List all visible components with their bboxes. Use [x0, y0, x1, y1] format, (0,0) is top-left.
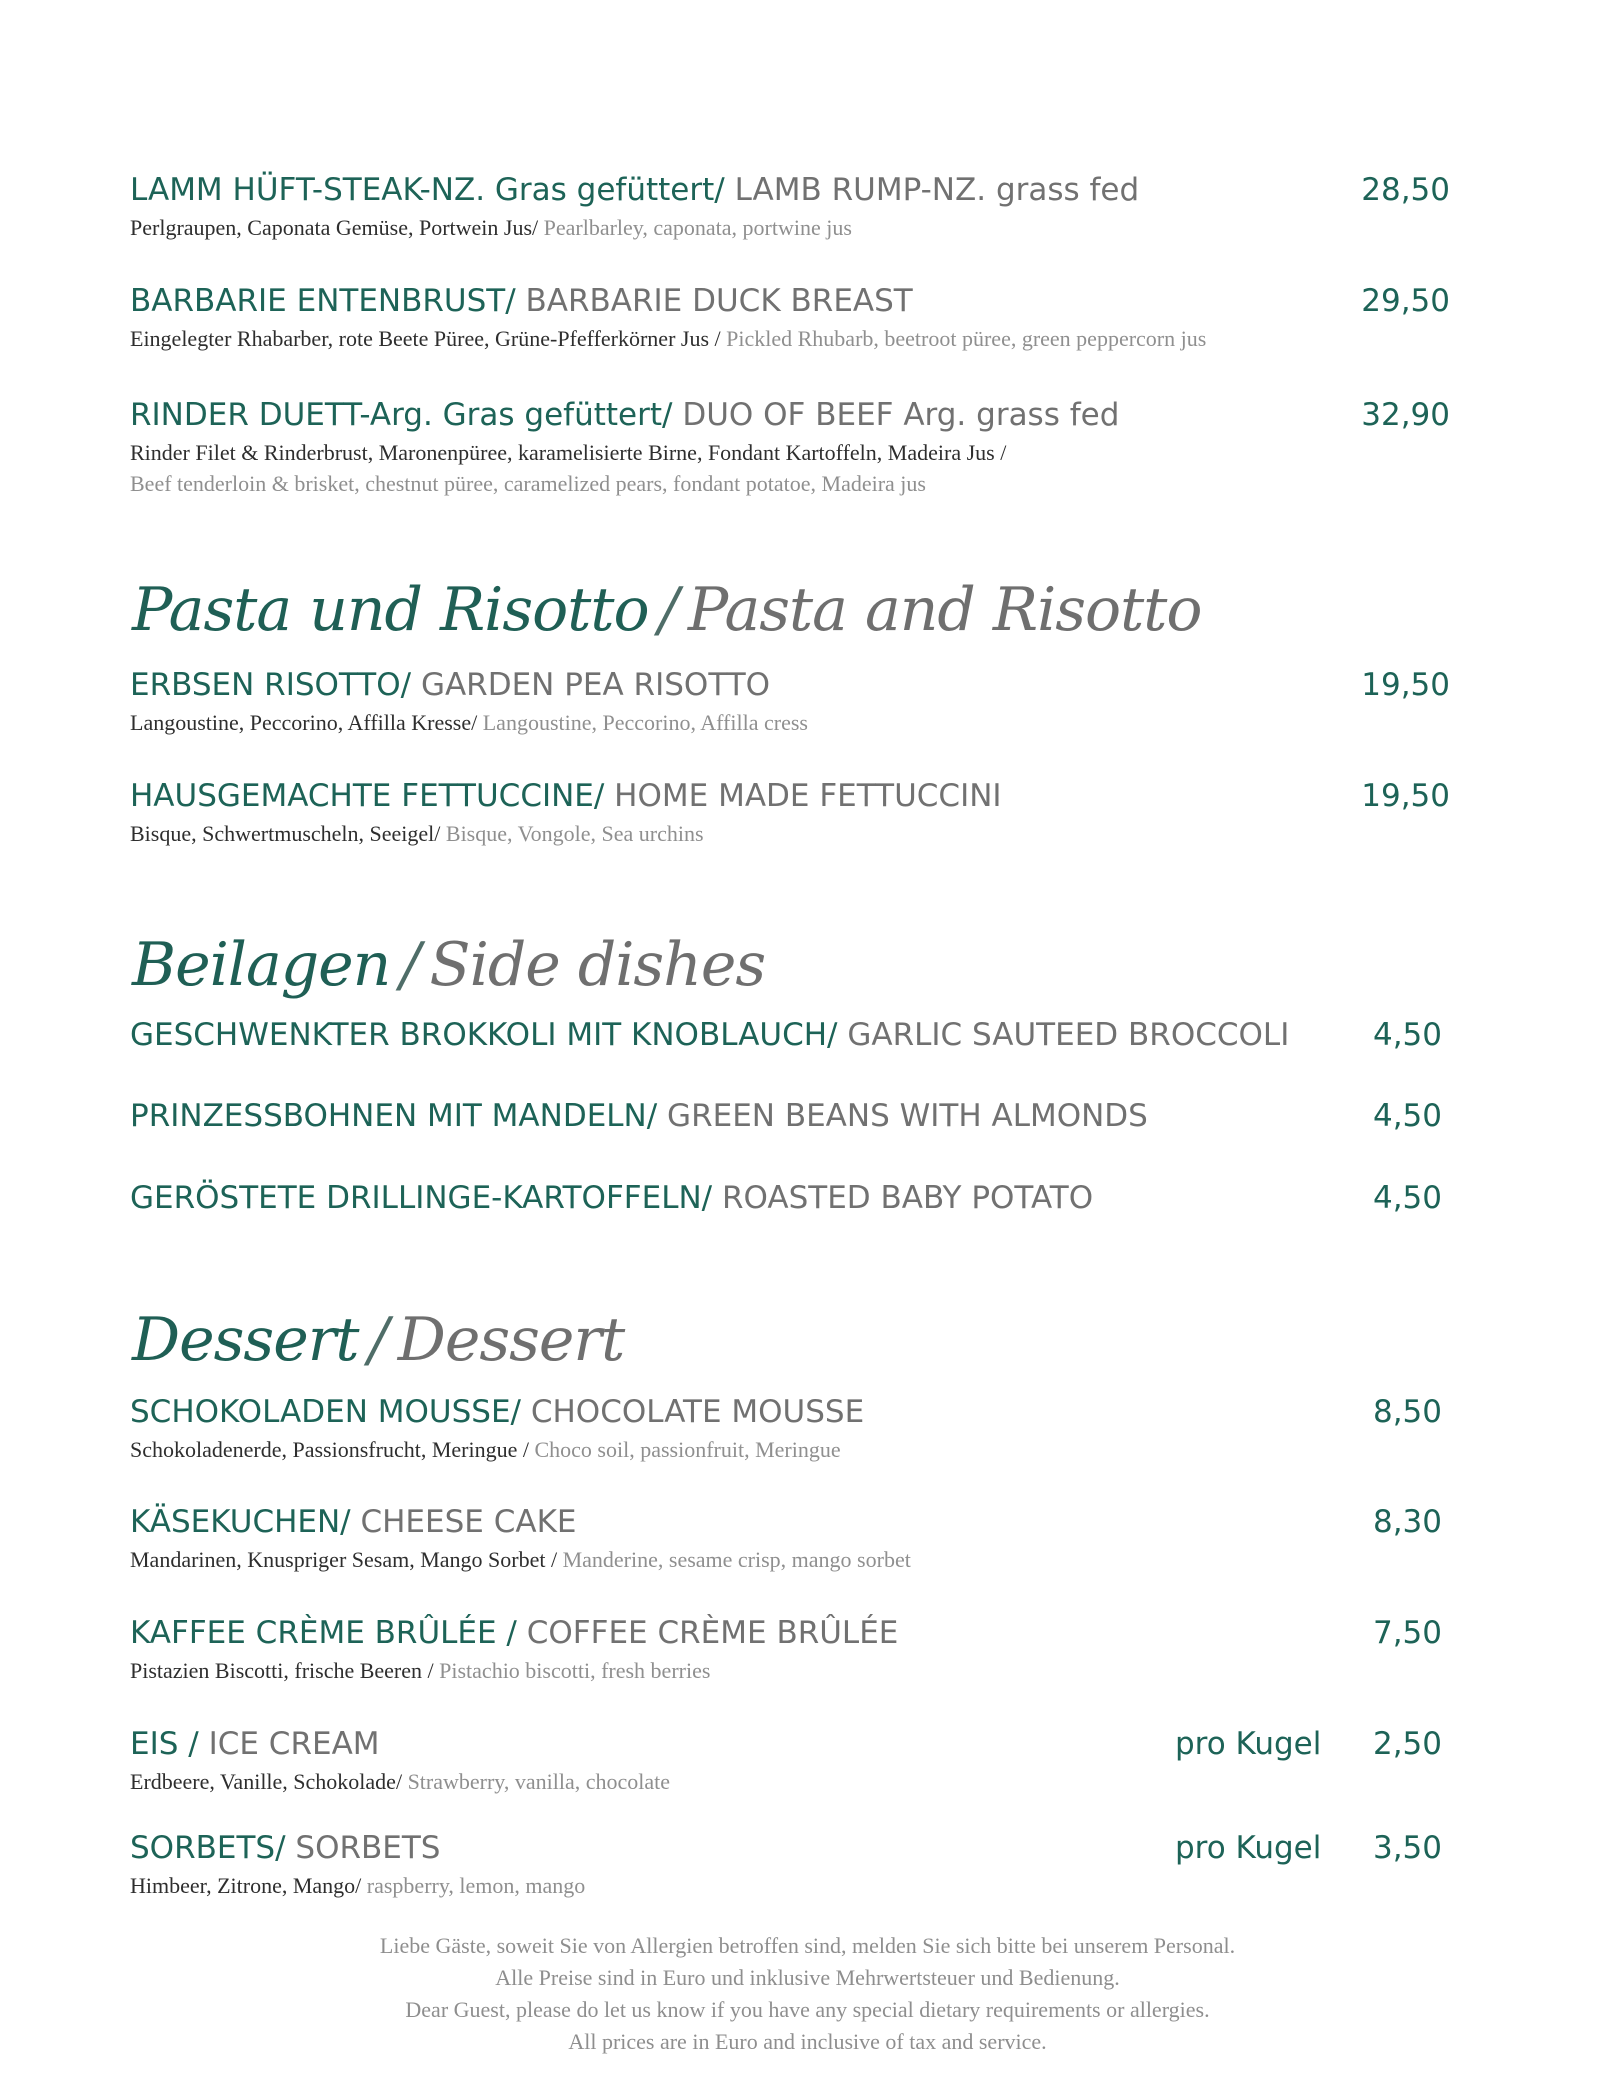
per-scoop-label: pro Kugel: [1175, 1830, 1322, 1866]
menu-item-chocolate-mousse: [130, 1392, 1450, 1465]
item-desc-de: Himbeer, Zitrone, Mango/: [130, 1873, 362, 1898]
item-title-en: GARLIC SAUTEED BROCCOLI: [837, 1017, 1290, 1053]
item-title-de: SORBETS/: [130, 1830, 286, 1866]
item-title-de: ERBSEN RISOTTO/: [130, 667, 412, 703]
item-desc-en: Manderine, sesame crisp, mango sorbet: [562, 1547, 911, 1572]
item-price: 28,50: [1361, 172, 1450, 208]
menu-item-ice-cream: [130, 1724, 1450, 1797]
item-description: [130, 818, 1450, 849]
item-title: [130, 1015, 1450, 1055]
heading-de: Beilagen: [132, 930, 391, 1000]
heading-separator: /: [368, 1305, 388, 1375]
menu-item-sorbets: [130, 1828, 1450, 1901]
item-title-de: BARBARIE ENTENBRUST/: [130, 283, 516, 319]
section-heading-dessert: [132, 1305, 624, 1375]
item-price: 2,50: [1372, 1726, 1442, 1762]
item-description: [130, 1870, 1450, 1901]
item-title-en: ICE CREAM: [198, 1726, 380, 1762]
menu-item-baby-potato: [130, 1178, 1450, 1218]
footer-line: All prices are in Euro and inclusive of tax and service.: [568, 2029, 1047, 2054]
item-desc-de: Mandarinen, Knuspriger Sesam, Mango Sorbet /: [130, 1547, 563, 1572]
item-description: [130, 1434, 1450, 1465]
item-title-de: RINDER DUETT-Arg. Gras gefüttert/: [130, 397, 673, 433]
per-scoop-label: pro Kugel: [1175, 1726, 1322, 1762]
item-title: [130, 776, 1450, 816]
item-title-de: LAMM HÜFT-STEAK-NZ. Gras gefüttert/: [130, 172, 725, 208]
item-desc-en: raspberry, lemon, mango: [361, 1873, 586, 1898]
item-desc-de: Erdbeere, Vanille, Schokolade/: [130, 1769, 403, 1794]
item-desc-de: Bisque, Schwertmuscheln, Seeigel/: [130, 821, 441, 846]
item-title: [130, 1392, 1450, 1432]
item-desc-de: Eingelegter Rhabarber, rote Beete Püree, Grüne-Pfefferkörner Jus /: [130, 326, 727, 351]
item-desc-en: Bisque, Vongole, Sea urchins: [440, 821, 704, 846]
item-title: [130, 1502, 1450, 1542]
menu-item-green-beans: [130, 1096, 1450, 1136]
item-title: [130, 1178, 1450, 1218]
section-heading-sides: [132, 930, 765, 1000]
item-desc-en: Pistachio biscotti, fresh berries: [439, 1658, 711, 1683]
item-desc-de: Rinder Filet & Rinderbrust, Maronenpüree, karamelisierte Birne, Fondant Kartoffeln, Madeira Jus /: [130, 440, 1007, 465]
item-description: [130, 707, 1450, 738]
item-desc-en: Langoustine, Peccorino, Affilla cress: [477, 710, 808, 735]
item-price: 8,50: [1372, 1394, 1442, 1430]
item-price: 4,50: [1372, 1180, 1442, 1216]
item-title-en: CHOCOLATE MOUSSE: [520, 1394, 865, 1430]
menu-item-broccoli: [130, 1015, 1450, 1055]
item-title-de: SCHOKOLADEN MOUSSE/: [130, 1394, 521, 1430]
item-title-en: CHEESE CAKE: [350, 1504, 577, 1540]
menu-item-duck: [130, 281, 1450, 354]
item-title: [130, 395, 1450, 435]
menu-item-lamb: [130, 170, 1450, 243]
item-price: 3,50: [1372, 1830, 1442, 1866]
heading-de: Dessert: [132, 1305, 359, 1375]
item-desc-de: Pistazien Biscotti, frische Beeren /: [130, 1658, 440, 1683]
item-title-de: HAUSGEMACHTE FETTUCCINE/: [130, 778, 605, 814]
menu-item-creme-brulee: [130, 1613, 1450, 1686]
item-title: [130, 170, 1450, 210]
item-title: [130, 281, 1450, 321]
item-price: 8,30: [1372, 1504, 1442, 1540]
item-title-de: GERÖSTETE DRILLINGE-KARTOFFELN/: [130, 1180, 713, 1216]
heading-en: Dessert: [397, 1305, 625, 1375]
item-title: [130, 1096, 1450, 1136]
menu-item-cheese-cake: [130, 1502, 1450, 1575]
heading-separator: /: [400, 930, 420, 1000]
item-desc-en: Choco soil, passionfruit, Meringue: [534, 1437, 841, 1462]
heading-en: Pasta and Risotto: [687, 575, 1202, 645]
item-title-en: GARDEN PEA RISOTTO: [411, 667, 771, 703]
item-title: [130, 1613, 1450, 1653]
item-price: 19,50: [1361, 667, 1450, 703]
section-heading-pasta: [132, 575, 1202, 645]
item-title-en: LAMB RUMP-NZ. grass fed: [724, 172, 1140, 208]
item-description: [130, 212, 1450, 243]
item-desc-de: Perlgraupen, Caponata Gemüse, Portwein Jus/: [130, 215, 539, 240]
item-title-en: GREEN BEANS WITH ALMONDS: [657, 1098, 1148, 1134]
item-price: 32,90: [1361, 397, 1450, 433]
item-title: [130, 665, 1450, 705]
menu-item-fettuccine: [130, 776, 1450, 849]
item-price: 7,50: [1372, 1615, 1442, 1651]
menu-item-beef: [130, 395, 1450, 499]
item-title-de: KÄSEKUCHEN/: [130, 1504, 351, 1540]
item-price: 19,50: [1361, 778, 1450, 814]
item-description: [130, 1655, 1450, 1686]
item-title-en: COFFEE CRÈME BRÛLÉE: [516, 1615, 899, 1651]
heading-separator: /: [658, 575, 678, 645]
item-desc-en: Pickled Rhubarb, beetroot püree, green peppercorn jus: [726, 326, 1207, 351]
item-title-de: GESCHWENKTER BROKKOLI MIT KNOBLAUCH/: [130, 1017, 838, 1053]
item-description-line2: [130, 468, 1450, 499]
menu-item-risotto: [130, 665, 1450, 738]
item-description: [130, 1544, 1450, 1575]
footer-line: Dear Guest, please do let us know if you have any special dietary requirements or allergies.: [405, 1997, 1210, 2022]
item-title-de: EIS /: [130, 1726, 199, 1762]
item-description-line1: [130, 437, 1450, 468]
item-title-en: DUO OF BEEF Arg. grass fed: [672, 397, 1120, 433]
allergy-footer: [0, 1930, 1615, 2058]
item-price: 29,50: [1361, 283, 1450, 319]
item-title-en: ROASTED BABY POTATO: [712, 1180, 1094, 1216]
item-price: 4,50: [1372, 1017, 1442, 1053]
item-desc-de: Langoustine, Peccorino, Affilla Kresse/: [130, 710, 478, 735]
item-description: [130, 1766, 1450, 1797]
item-desc-en: Beef tenderloin & brisket, chestnut püree, caramelized pears, fondant potatoe, Madeira jus: [130, 471, 926, 496]
heading-de: Pasta und Risotto: [132, 575, 649, 645]
item-desc-en: Pearlbarley, caponata, portwine jus: [538, 215, 852, 240]
item-price: 4,50: [1372, 1098, 1442, 1134]
item-title-en: SORBETS: [285, 1830, 441, 1866]
heading-en: Side dishes: [429, 930, 766, 1000]
item-title-en: BARBARIE DUCK BREAST: [515, 283, 913, 319]
item-description: [130, 323, 1450, 354]
footer-line: Liebe Gäste, soweit Sie von Allergien betroffen sind, melden Sie sich bitte bei unserem Personal.: [379, 1933, 1236, 1958]
item-title-de: PRINZESSBOHNEN MIT MANDELN/: [130, 1098, 658, 1134]
item-desc-en: Strawberry, vanilla, chocolate: [402, 1769, 671, 1794]
item-title-en: HOME MADE FETTUCCINI: [604, 778, 1002, 814]
footer-line: Alle Preise sind in Euro und inklusive Mehrwertsteuer und Bedienung.: [495, 1965, 1120, 1990]
item-title-de: KAFFEE CRÈME BRÛLÉE /: [130, 1615, 517, 1651]
item-desc-de: Schokoladenerde, Passionsfrucht, Meringue /: [130, 1437, 535, 1462]
